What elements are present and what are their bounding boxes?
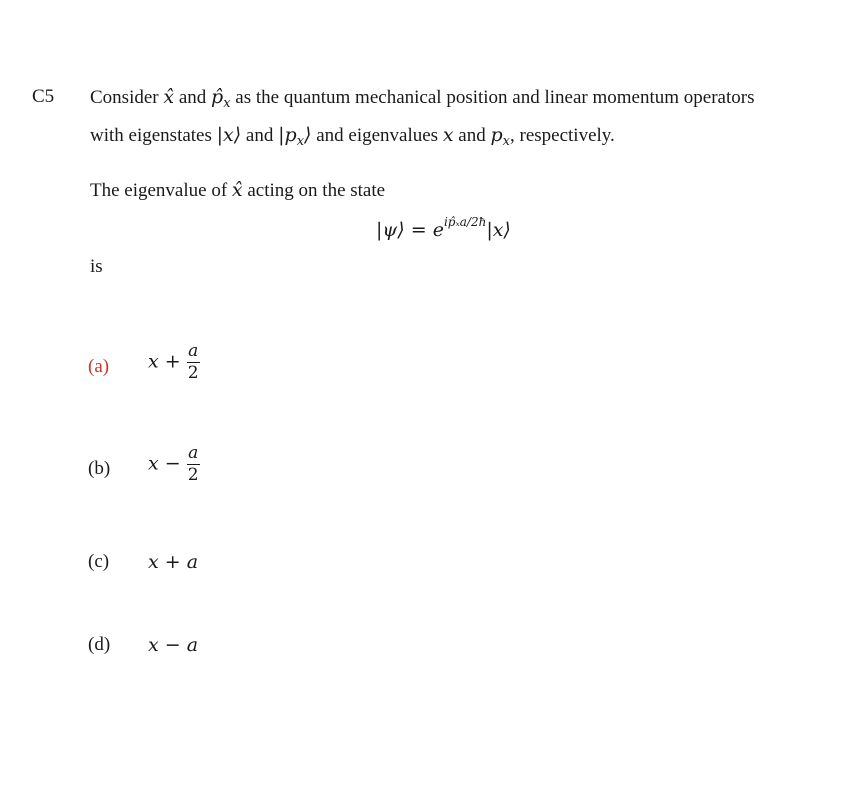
- line2-text-2: and: [241, 125, 279, 146]
- momentum-operator: p̂: [211, 86, 224, 108]
- state-equation: [376, 215, 511, 241]
- line1-text-3: as the quantum mechanical position and linear momentum operators: [230, 87, 755, 108]
- option-b-expr-left: x −: [148, 452, 181, 475]
- question-line-2: [90, 124, 615, 149]
- line2-text-4: and: [453, 125, 491, 146]
- ket-p-close: ⟩: [304, 124, 312, 146]
- option-a-expr-left: x +: [148, 350, 181, 373]
- option-d-label[interactable]: (d): [88, 634, 111, 655]
- option-a-fraction: [187, 343, 200, 382]
- option-c-label[interactable]: (c): [88, 551, 110, 572]
- option-b-numerator: a: [188, 443, 199, 463]
- eigenvalue-x: x: [442, 124, 454, 146]
- line2-text-5: , respectively.: [510, 125, 615, 146]
- question-number: C5: [32, 86, 55, 107]
- is-word: is: [90, 256, 103, 277]
- line1-text-2: and: [174, 87, 212, 108]
- equation-lhs: |ψ⟩ = e: [376, 219, 444, 241]
- question-line-3: [90, 179, 385, 202]
- line2-text-1: with eigenstates: [90, 125, 217, 146]
- position-operator: x̂: [163, 86, 175, 108]
- equation-rhs: |x⟩: [486, 219, 511, 241]
- line3-text-1: The eigenvalue of: [90, 180, 232, 201]
- option-a-expression[interactable]: [148, 343, 200, 382]
- position-operator: x̂: [231, 179, 243, 201]
- option-b-denominator: 2: [187, 465, 199, 485]
- option-b-fraction: [187, 445, 200, 484]
- ket-p-subscript: x: [296, 134, 305, 149]
- line1-text-1: Consider: [90, 87, 164, 108]
- option-a-numerator: a: [188, 341, 199, 361]
- option-c-expression[interactable]: x + a: [148, 551, 199, 573]
- option-a-denominator: 2: [187, 363, 199, 383]
- momentum-operator-subscript: x: [223, 96, 231, 111]
- line2-text-3: and eigenvalues: [311, 125, 443, 146]
- line3-text-2: acting on the state: [242, 180, 386, 201]
- option-a-label[interactable]: (a): [88, 356, 110, 377]
- ket-x: |x⟩: [216, 124, 242, 146]
- question-line-1: [90, 86, 754, 111]
- option-b-expression[interactable]: [148, 445, 200, 484]
- ket-p-open: |p: [278, 124, 297, 146]
- option-d-expression[interactable]: x − a: [148, 634, 199, 656]
- equation-exponent: ip̂ₓa/2ħ: [443, 215, 487, 229]
- eigenvalue-p: p: [490, 124, 503, 146]
- option-b-label[interactable]: (b): [88, 458, 111, 479]
- eigenvalue-p-subscript: x: [502, 134, 510, 149]
